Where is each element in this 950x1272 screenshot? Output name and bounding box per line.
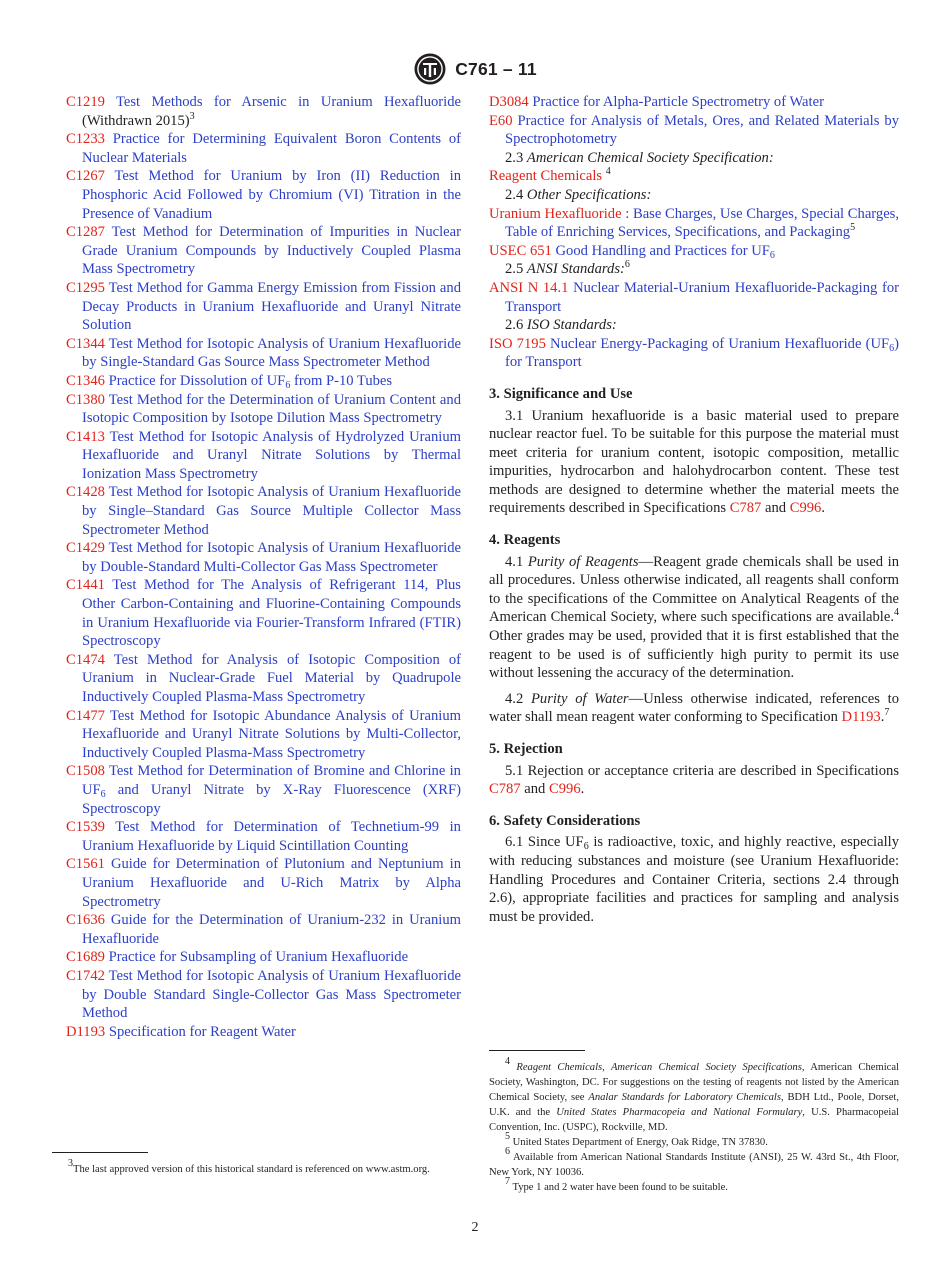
footnote-number: 6 <box>505 1146 510 1157</box>
reference-item <box>66 911 461 948</box>
reference-item <box>66 391 461 428</box>
reference-title-link[interactable]: Test Method for Gamma Energy Emission from Fission and Decay Products in Uranium Hexafluoride and Uranyl Nitrate Solution <box>82 279 461 334</box>
reference-code-link[interactable]: D1193 <box>841 709 881 726</box>
reference-item <box>66 483 461 539</box>
title-part: Test Method for Determination of Bromine and Chlorine in UF <box>82 763 461 798</box>
reference-item <box>66 967 461 1023</box>
subsection-number: 2.4 <box>505 186 524 203</box>
reference-code-link[interactable]: C1508 <box>66 763 105 780</box>
footnote-number: 4 <box>505 1056 510 1067</box>
reference-title-link[interactable]: Test Method for Uranium by Iron (II) Reduction in Phosphoric Acid Followed by Chromium (VI) Titration in the Presence of Vanadium <box>82 168 461 222</box>
footnote-text: United States Department of Energy, Oak Ridge, TN 37830. <box>512 1137 768 1148</box>
reference-code-link[interactable]: E60 <box>489 112 513 129</box>
paragraph-text: . <box>880 709 885 726</box>
reference-title-link[interactable]: Test Method for Analysis of Isotopic Composition of Uranium in Nuclear-Grade Fuel Material by Quadrupole Inductively Coupled Plasma-Mass Spectrometry <box>82 651 461 705</box>
paragraph <box>489 833 899 926</box>
reference-code-link[interactable]: ISO 7195 <box>489 335 546 352</box>
footnote <box>489 1176 899 1195</box>
footnote-marker: 6 <box>624 259 630 271</box>
reference-code-link[interactable]: C1287 <box>66 224 105 241</box>
footnote-marker: 4 <box>605 166 611 178</box>
paragraph-text: is radioactive, toxic, and highly reactive, especially with reducing substances and moisture (see Uranium Hexafluoride: Handling Procedures and Container Criteria, sections 2.4 through 2.6), appropriate facilities and practices for sampling and analysis must be provided. <box>489 834 899 925</box>
reference-title-link[interactable] <box>82 763 461 816</box>
reference-code-link[interactable]: C1219 <box>66 94 105 110</box>
reference-item <box>66 651 461 707</box>
footnote-number: 7 <box>505 1176 510 1187</box>
reference-item <box>489 93 899 112</box>
reference-code-link[interactable]: C1428 <box>66 484 105 501</box>
reference-title-link[interactable]: Practice for Determining Equivalent Boron Contents of Nuclear Materials <box>82 131 461 166</box>
subscript: 6 <box>889 342 895 354</box>
paragraph-text: and <box>520 781 549 798</box>
reference-item <box>66 223 461 279</box>
reference-code-link[interactable]: ANSI N 14.1 <box>489 279 569 296</box>
title-part: Practice for Dissolution of UF <box>108 372 286 389</box>
footnote-text: The last approved version of this historical standard is referenced on www.astm.org. <box>73 1164 430 1175</box>
subsection-label: ANSI Standards: <box>526 261 625 278</box>
standard-designation: C761 – 11 <box>455 58 537 79</box>
reference-item <box>66 707 461 763</box>
footnote-italic: Analar Standards for Laboratory Chemicals <box>588 1092 781 1103</box>
reference-code-link[interactable]: USEC 651 <box>489 242 552 259</box>
reference-code-link[interactable]: C996 <box>789 500 822 517</box>
paragraph-text: and <box>761 500 790 517</box>
footnote-text: Type 1 and 2 water have been found to be suitable. <box>512 1182 728 1193</box>
section-heading-significance: 3. Significance and Use <box>489 385 633 402</box>
footnote <box>489 1146 899 1180</box>
reference-title-link[interactable]: Specification for Reagent Water <box>108 1023 296 1040</box>
reference-title-link[interactable]: Test Method for Determination of Impurities in Nuclear Grade Uranium Compounds by Inductively Coupled Plasma Mass Spectrometry <box>82 224 461 278</box>
footnote-text: , U.S. Pharmacopeial Convention, Inc. (USPC), Rockville, MD. <box>489 1107 899 1133</box>
footnote-divider <box>52 1152 148 1153</box>
reference-title-link[interactable]: Test Method for The Analysis of Refrigerant 114, Plus Other Carbon-Containing and Fluorine-Containing Compounds in Uranium Hexafluoride via Fourier-Transform Infrared (FTIR) Spectroscopy <box>82 577 461 650</box>
reference-item <box>489 112 899 149</box>
reference-item <box>66 130 461 167</box>
paragraph-italic: Purity of Water <box>530 690 629 707</box>
subsection-number: 2.6 <box>505 317 524 334</box>
reference-title-link[interactable]: Test Method for the Determination of Uranium Content and Isotopic Composition by Isotope Dilution Mass Spectrometry <box>82 391 461 427</box>
subsection-number: 2.5 <box>505 261 524 278</box>
reference-item <box>66 576 461 650</box>
footnote-marker: 4 <box>894 607 899 619</box>
reference-title-link[interactable]: Test Method for Isotopic Analysis of Hydrolyzed Uranium Hexafluoride and Uranyl Nitrate Solutions by Thermal Ionization Mass Spectrometry <box>82 428 461 482</box>
title-part: ) for Transport <box>505 335 899 371</box>
reference-code-link[interactable]: C1636 <box>66 912 105 929</box>
page-header <box>0 52 950 86</box>
reference-item <box>489 205 899 242</box>
reference-code-link[interactable]: C1267 <box>66 168 105 185</box>
paragraph-text: 5.1 Rejection or acceptance criteria are described in Specifications <box>505 762 899 779</box>
reference-code-link[interactable]: Uranium Hexafluoride <box>489 205 622 222</box>
subscript: 6 <box>100 788 106 800</box>
reference-code-link[interactable]: C787 <box>729 500 762 517</box>
reference-title-link[interactable]: Test Method for Isotopic Analysis of Uranium Hexafluoride by Single–Standard Gas Source Multiple Collector Mass Spectrometer Method <box>82 484 462 538</box>
reference-title-link[interactable]: Base Charges, Use Charges, Special Charges, Table of Enriching Services, Specifications, and Packaging <box>505 205 899 241</box>
subsection-label: ISO Standards: <box>526 317 617 334</box>
reference-item <box>66 372 461 391</box>
footnote-divider <box>489 1050 585 1051</box>
footnote-number: 3 <box>68 1158 73 1169</box>
title-part: from P-10 Tubes <box>290 372 393 389</box>
paragraph-text: —Unless otherwise indicated, references to water shall mean reagent water conforming to Specification <box>489 690 900 726</box>
reference-code-link[interactable]: Reagent Chemicals <box>489 168 603 185</box>
footnotes-block <box>489 1056 899 1195</box>
withdrawn-note: (Withdrawn 2015) <box>82 112 190 129</box>
footnote-italic: Reagent Chemicals, American Chemical Society Specifications <box>516 1062 802 1073</box>
reference-title-link[interactable]: Test Methods for Arsenic in Uranium Hexafluoride <box>116 94 461 110</box>
paragraph-text: Other grades may be used, provided that it is first established that the reagent to be used is of sufficiently high purity to permit its use without lessening the accuracy of the determination. <box>489 628 899 682</box>
left-column <box>66 93 461 1041</box>
reference-code-link[interactable]: C1295 <box>66 279 105 296</box>
subsection-label: American Chemical Society Specification: <box>526 149 774 166</box>
footnote-number: 5 <box>505 1131 510 1142</box>
subsection-heading <box>489 260 899 279</box>
reference-title-link[interactable] <box>109 373 393 389</box>
reference-title-link[interactable]: Test Method for Isotopic Analysis of Uranium Hexafluoride by Single-Standard Gas Source Mass Spectrometer Method <box>82 335 462 371</box>
reference-code-link[interactable]: C1413 <box>66 428 105 445</box>
footnote-marker: 3 <box>189 110 195 122</box>
paragraph-text: . <box>821 500 825 517</box>
right-column <box>489 93 899 933</box>
subsection-heading <box>489 316 899 335</box>
reference-code-link[interactable]: C1689 <box>66 949 105 966</box>
reference-item <box>66 1023 461 1042</box>
reference-item <box>66 855 461 911</box>
reference-item <box>66 167 461 223</box>
footnote <box>489 1056 899 1135</box>
reference-code-link[interactable]: C1561 <box>66 856 105 873</box>
reference-item <box>66 93 461 130</box>
reference-code-link[interactable]: C1429 <box>66 540 105 557</box>
reference-item <box>489 279 899 316</box>
page-number: 2 <box>471 1220 479 1235</box>
footnote-text: , American Chemical Society, Washington, DC. For suggestions on the testing of reagents not listed by the American Chemical Society, see <box>489 1062 899 1103</box>
reference-code-link[interactable]: C1233 <box>66 131 105 148</box>
paragraph <box>489 553 899 683</box>
title-part: Good Handling and Practices for UF <box>555 242 770 259</box>
reference-title-link[interactable]: Nuclear Material-Uranium Hexafluoride-Packaging for Transport <box>505 279 899 315</box>
footnote <box>52 1158 461 1177</box>
reference-code-link[interactable]: C1441 <box>66 577 105 594</box>
reference-title-link[interactable] <box>505 336 899 371</box>
section-heading-reagents: 4. Reagents <box>489 532 561 549</box>
subscript: 6 <box>769 249 775 261</box>
reference-title-link[interactable]: Test Method for Isotopic Analysis of Uranium Hexafluoride by Double Standard Single-Collector Gas Mass Spectrometer Method <box>82 967 462 1022</box>
reference-item <box>66 762 461 818</box>
reference-title-link[interactable]: Guide for Determination of Plutonium and Neptunium in Uranium Hexafluoride and U-Rich Matrix by Alpha Spectrometry <box>82 856 462 910</box>
footnote-text: Available from American National Standards Institute (ANSI), 25 W. 43rd St., 4th Floor, New York, NY 10036. <box>489 1152 899 1178</box>
paragraph-text: —Reagent grade chemicals shall be used in all procedures. Unless otherwise indicated, all reagents shall conform to the specifications of the Committee on Analytical Reagents of the American Chemical Society, where such specifications are available. <box>489 553 899 626</box>
reference-code-link[interactable]: C1380 <box>66 391 105 408</box>
reference-title-link[interactable]: Practice for Analysis of Metals, Ores, and Related Materials by Spectrophotometry <box>505 112 899 148</box>
paragraph-number: 4.2 <box>505 690 531 707</box>
reference-title-link[interactable]: Test Method for Determination of Technetium-99 in Uranium Hexafluoride by Liquid Scintillation Counting <box>82 819 461 854</box>
footnote-marker: 7 <box>884 707 890 719</box>
reference-item <box>489 167 899 186</box>
paragraph <box>489 407 899 519</box>
paragraph-text: . <box>580 781 585 798</box>
reference-item <box>66 335 461 372</box>
astm-logo-icon <box>413 52 447 86</box>
reference-code-link[interactable]: C1344 <box>66 335 105 352</box>
paragraph-text: 6.1 Since UF <box>505 834 584 851</box>
reference-title-link[interactable]: Test Method for Isotopic Analysis of Uranium Hexafluoride by Double-Standard Multi-Collector Gas Mass Spectrometer <box>82 540 462 575</box>
reference-item <box>66 279 461 335</box>
title-part: and Uranyl Nitrate by X-Ray Fluorescence (XRF) Spectroscopy <box>82 781 461 817</box>
reference-title-link[interactable] <box>556 243 775 259</box>
paragraph <box>489 762 899 799</box>
reference-code-link[interactable]: D3084 <box>489 94 529 110</box>
footnote <box>489 1131 899 1150</box>
footnote-text: , BDH Ltd., Poole, Dorset, U.K. and the <box>489 1092 899 1118</box>
reference-code-link[interactable]: C1742 <box>66 967 105 984</box>
reference-item <box>66 428 461 484</box>
reference-code-link[interactable]: C787 <box>489 781 521 798</box>
reference-code-link[interactable]: C1346 <box>66 372 105 389</box>
paragraph <box>489 690 899 727</box>
reference-code-link[interactable]: C1539 <box>66 819 105 836</box>
reference-title-link[interactable]: Test Method for Isotopic Abundance Analysis of Uranium Hexafluoride and Uranyl Nitrate Solutions by Multi-Collector, Inductively Coupled Plasma-Mass Spectrometry <box>82 707 461 761</box>
title-part: Nuclear Energy-Packaging of Uranium Hexafluoride (UF <box>550 335 890 352</box>
paragraph-number: 4.1 <box>505 553 528 570</box>
reference-item <box>66 818 461 855</box>
subsection-heading <box>489 186 899 205</box>
reference-item <box>489 242 899 261</box>
reference-code-link[interactable]: D1193 <box>66 1023 106 1040</box>
subsection-number: 2.3 <box>505 149 524 166</box>
subsection-heading <box>489 149 899 168</box>
section-heading-rejection: 5. Rejection <box>489 741 563 757</box>
subscript: 6 <box>583 841 589 853</box>
reference-code-link[interactable]: C996 <box>549 781 581 798</box>
footnote-italic: United States Pharmacopeia and National Formulary <box>556 1107 803 1118</box>
reference-title-link[interactable]: Practice for Alpha-Particle Spectrometry of Water <box>532 94 824 110</box>
reference-item <box>489 335 899 372</box>
section-heading-safety: 6. Safety Considerations <box>489 812 641 829</box>
reference-item <box>66 539 461 576</box>
paragraph-italic: Purity of Reagents <box>527 553 639 570</box>
reference-title-link[interactable]: Practice for Subsampling of Uranium Hexafluoride <box>108 949 409 966</box>
subscript: 6 <box>285 379 291 391</box>
reference-item <box>66 948 461 967</box>
reference-title-link[interactable]: Guide for the Determination of Uranium-232 in Uranium Hexafluoride <box>82 912 461 947</box>
paragraph-text: 3.1 Uranium hexafluoride is a basic material used to prepare nuclear reactor fuel. To be suitable for this purpose the material must meet criteria for uranium content, isotopic composition, metallic impurities, hydrocarbon and halohydrocarbon content. These test methods are designed to determine whether the material meets the requirements described in Specifications <box>489 407 899 517</box>
subsection-label: Other Specifications: <box>526 186 652 203</box>
footnote-marker: 5 <box>850 222 856 234</box>
separator: : <box>621 205 633 222</box>
reference-code-link[interactable]: C1477 <box>66 707 105 724</box>
reference-code-link[interactable]: C1474 <box>66 651 105 668</box>
